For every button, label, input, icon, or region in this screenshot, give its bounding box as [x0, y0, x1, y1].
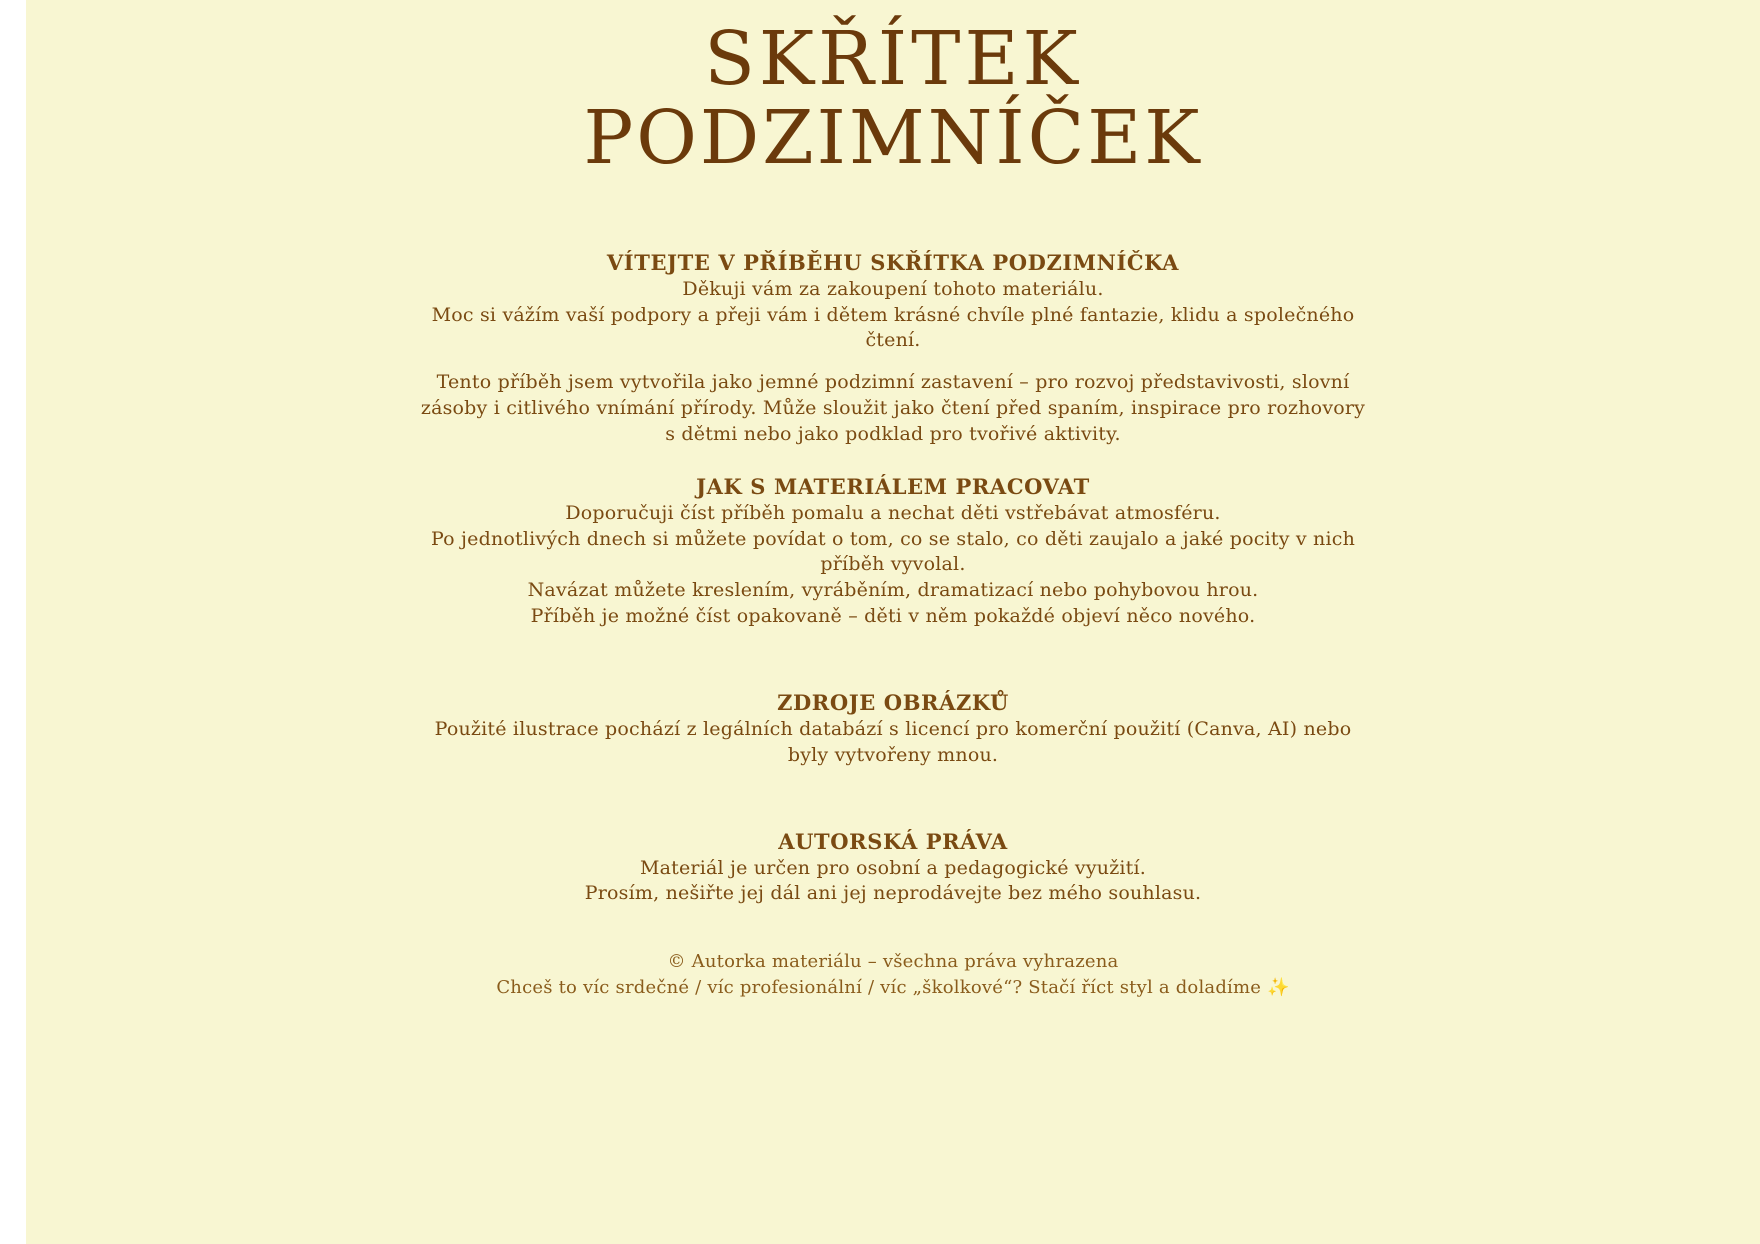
intro-section: [413, 250, 1373, 448]
image-sources-line-1: Použité ilustrace pochází z legálních databází s licencí pro komerční použití (Canva, AI) nebo byly vytvořeny mnou.: [434, 717, 1352, 766]
footer-section: [413, 949, 1373, 1001]
copyright-line-1: Materiál je určen pro osobní a pedagogické využití.: [639, 856, 1147, 879]
copyright-section: [413, 829, 1373, 908]
copyright-line-2: Prosím, nešiřte jej dál ani jej neprodávejte bez mého souhlasu.: [584, 882, 1202, 905]
copyright-heading: AUTORSKÁ PRÁVA: [778, 828, 1008, 854]
footer-note: Chceš to víc srdečné / víc profesionální / víc „školkové“? Stačí říct styl a doladíme ✨: [496, 977, 1290, 999]
how-to-use-line-1: Doporučuji číst příběh pomalu a nechat děti vstřebávat atmosféru.: [565, 501, 1221, 524]
spacer: [413, 354, 1373, 370]
spacer: [413, 656, 1373, 690]
title-block: [26, 0, 1760, 180]
spacer: [413, 795, 1373, 829]
how-to-use-heading: JAK S MATERIÁLEM PRACOVAT: [696, 473, 1090, 499]
how-to-use-line-2: Po jednotlivých dnech si můžete povídat o tom, co se stalo, co děti zaujalo a jaké pocity v nich příběh vyvolal.: [430, 527, 1356, 576]
how-to-use-section: [413, 474, 1373, 630]
page-title-line-2: PODZIMNÍČEK: [583, 94, 1203, 181]
document-body: [413, 250, 1373, 1002]
intro-line-1: Děkuji vám za zakoupení tohoto materiálu.: [682, 277, 1104, 300]
intro-line-2: Moc si vážím vaší podpory a přeji vám i dětem krásné chvíle plné fantazie, klidu a společného čtení.: [431, 303, 1355, 352]
how-to-use-line-3: Navázat můžete kreslením, vyráběním, dramatizací nebo pohybovou hrou.: [527, 579, 1259, 602]
document-content: [26, 0, 1760, 1244]
page-title-line-1: SKŘÍTEK: [704, 16, 1082, 102]
intro-heading: VÍTEJTE V PŘÍBĚHU SKŘÍTKA PODZIMNÍČKA: [606, 249, 1180, 275]
spacer: [413, 933, 1373, 949]
page-edge-strip: [0, 0, 26, 1244]
image-sources-heading: ZDROJE OBRÁZKŮ: [777, 689, 1009, 715]
image-sources-section: [413, 690, 1373, 769]
footer-copyright: © Autorka materiálu – všechna práva vyhrazena: [667, 951, 1119, 973]
intro-paragraph: Tento příběh jsem vytvořila jako jemné podzimní zastavení – pro rozvoj představivosti, slovní zásoby i citlivého vnímání přírody. Může sloužit jako čtení před spaním, inspirace pro rozhovory s dětmi nebo jako podklad pro tvořivé aktivity.: [420, 371, 1366, 445]
how-to-use-line-4: Příběh je možné číst opakovaně – děti v něm pokaždé objeví něco nového.: [530, 605, 1256, 628]
